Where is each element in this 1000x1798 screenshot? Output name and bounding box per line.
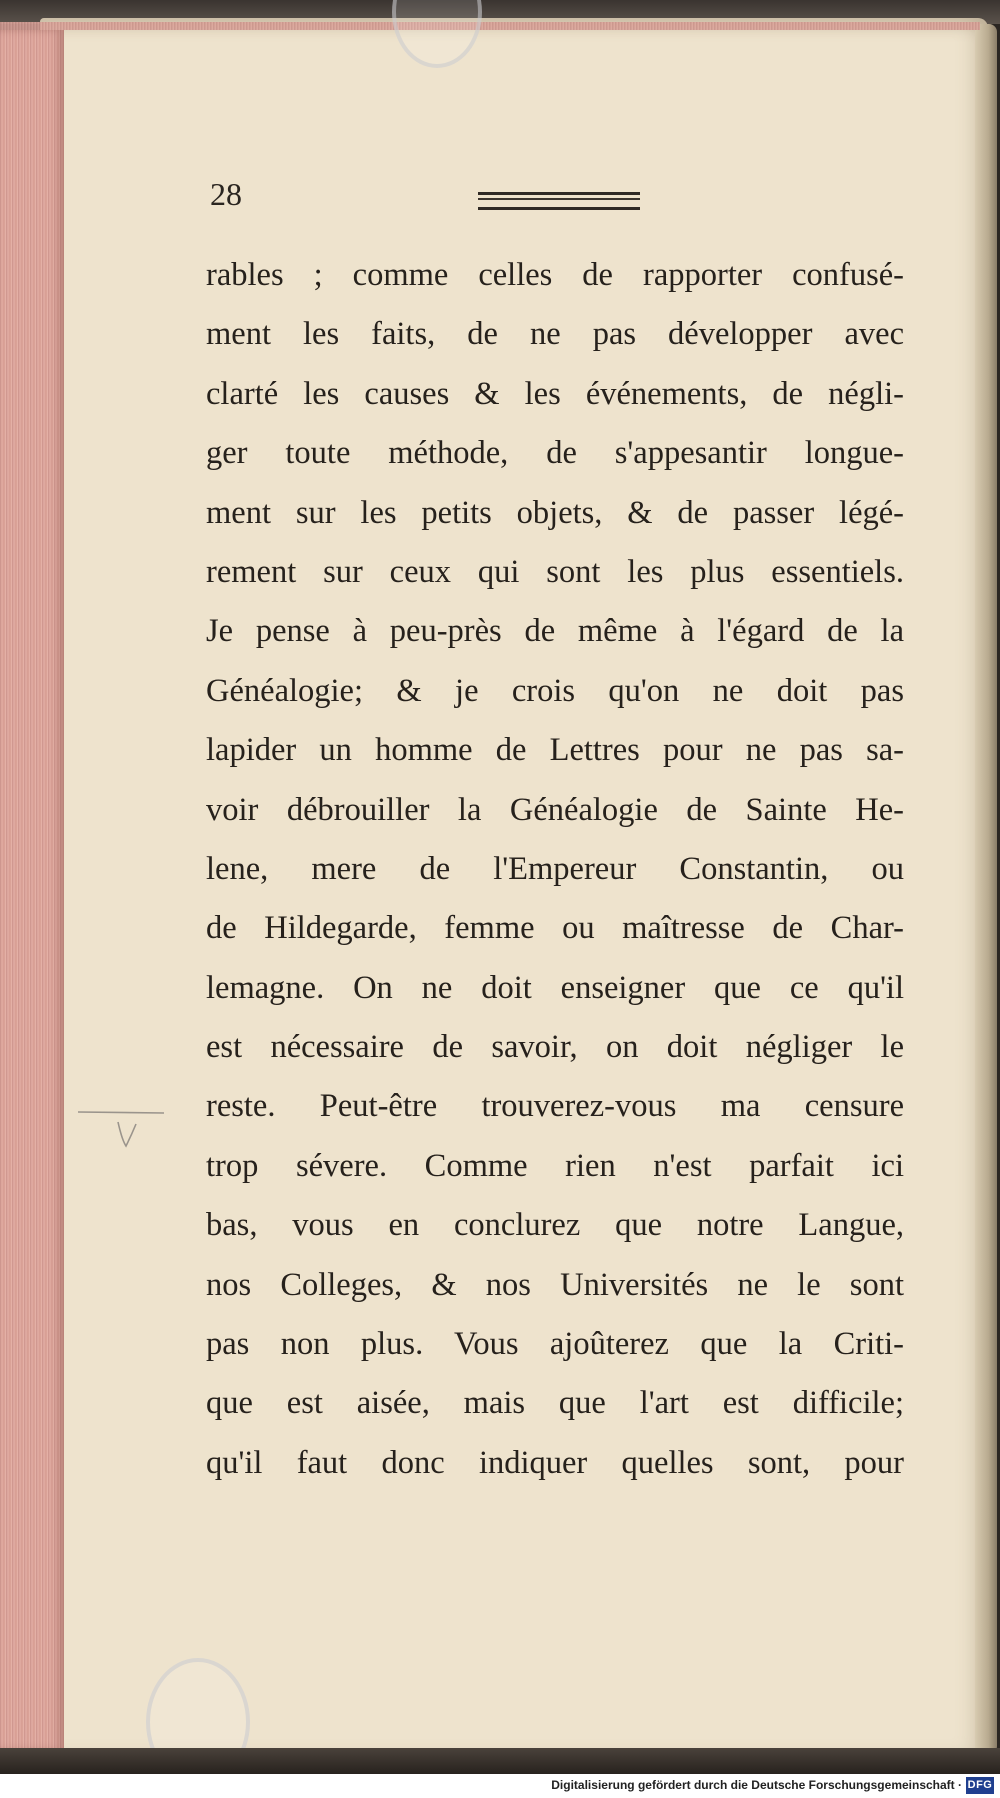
text-line: bas, vous en conclurez que notre Langue, bbox=[206, 1207, 904, 1244]
page-right-edge bbox=[975, 24, 997, 1754]
text-line: pas non plus. Vous ajoûterez que la Criti- bbox=[206, 1326, 904, 1363]
text-line: ment les faits, de ne pas développer avec bbox=[206, 316, 904, 353]
text-line: rables ; comme celles de rapporter confusé- bbox=[206, 257, 904, 293]
text-line: Généalogie; & je crois qu'on ne doit pas bbox=[206, 672, 904, 709]
digitization-footer bbox=[0, 1774, 1000, 1798]
text-line: ger toute méthode, de s'appesantir longue- bbox=[206, 435, 904, 472]
text-line: est nécessaire de savoir, on doit négliger le bbox=[206, 1029, 904, 1066]
text-line: lemagne. On ne doit enseigner que ce qu'il bbox=[206, 969, 904, 1006]
text-line: qu'il faut donc indiquer quelles sont, pour bbox=[206, 1444, 904, 1481]
text-line: nos Colleges, & nos Universités ne le sont bbox=[206, 1266, 904, 1303]
funding-credit: Digitalisierung gefördert durch die Deutsche Forschungsgemeinschaft · bbox=[551, 1778, 962, 1792]
text-line: trop sévere. Comme rien n'est parfait ici bbox=[206, 1147, 904, 1184]
margin-pencil-mark bbox=[76, 1106, 166, 1156]
page-number: 28 bbox=[210, 176, 242, 212]
dfg-logo: DFG bbox=[966, 1777, 994, 1794]
body-text bbox=[206, 246, 904, 1493]
text-line: reste. Peut-être trouverez-vous ma censure bbox=[206, 1088, 904, 1125]
page-stack-edges bbox=[0, 30, 64, 1750]
page-top-edge bbox=[0, 22, 980, 30]
text-line: voir débrouiller la Généalogie de Sainte He- bbox=[206, 791, 904, 828]
text-line: ment sur les petits objets, & de passer légé- bbox=[206, 494, 904, 531]
text-line: que est aisée, mais que l'art est difficile; bbox=[206, 1385, 904, 1422]
text-line: lapider un homme de Lettres pour ne pas sa- bbox=[206, 732, 904, 769]
text-line: clarté les causes & les événements, de négli- bbox=[206, 375, 904, 412]
text-line: rement sur ceux qui sont les plus essentiels. bbox=[206, 553, 904, 590]
text-line: Je pense à peu-près de même à l'égard de la bbox=[206, 613, 904, 650]
text-line: lene, mere de l'Empereur Constantin, ou bbox=[206, 850, 904, 887]
header-rule-ornament bbox=[478, 192, 640, 210]
text-line: de Hildegarde, femme ou maîtresse de Char- bbox=[206, 910, 904, 947]
